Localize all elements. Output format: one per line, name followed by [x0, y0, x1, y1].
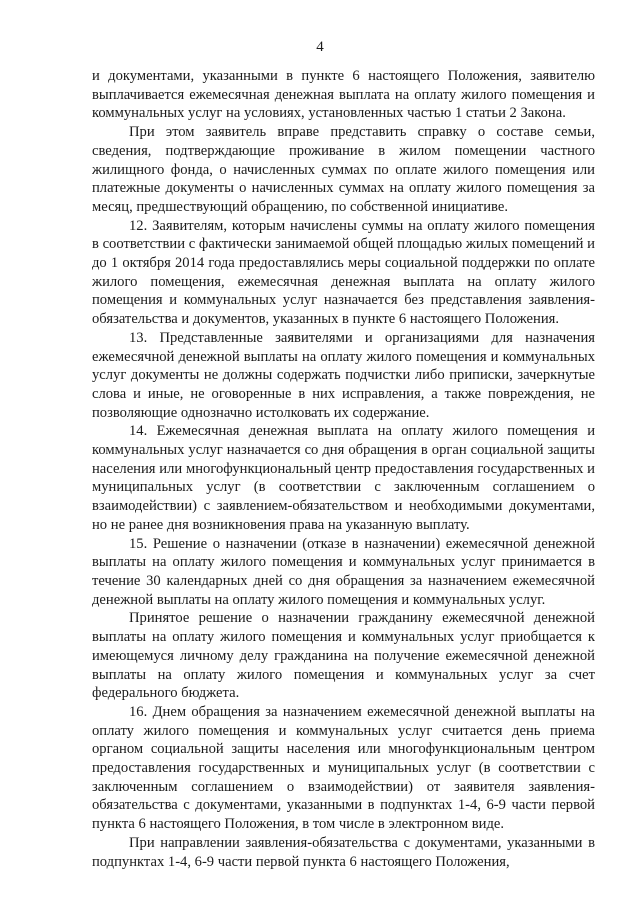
- paragraph-14: 14. Ежемесячная денежная выплата на оплату жилого помещения и коммунальных услуг назначается со дня обращения в орган социальной защиты населения или многофункциональный центр предоставления государственных и муниципальных услуг (в соответствии с заключенным соглашением о взаимодействии) с заявлением-обязательством и необходимыми документами, но не ранее дня возникновения права на указанную выплату.: [92, 423, 595, 533]
- paragraph-15: 15. Решение о назначении (отказе в назначении) ежемесячной денежной выплаты на оплату жилого помещения и коммунальных услуг принимается в течение 30 календарных дней со дня обращения за назначением ежемесячной денежной выплаты на оплату жилого помещения и коммунальных услуг.: [92, 535, 595, 608]
- paragraph-continuation: и документами, указанными в пункте 6 настоящего Положения, заявителю выплачивается ежемесячная денежная выплата на оплату жилого помещения и коммунальных услуг на условиях, установленных частью 1 статьи 2 Закона.: [92, 68, 595, 122]
- paragraph-16: 16. Днем обращения за назначением ежемесячной денежной выплаты на оплату жилого помещения и коммунальных услуг считается день приема органом социальной защиты населения или многофункциональным центром предоставления государственных и муниципальных услуг (в соответствии с заключенным соглашением о взаимодействии) от заявителя заявления-обязательства с документами, указанными в подпунктах 1-4, 6-9 части первой пункта 6 настоящего Положения, в том числе в электронном виде.: [92, 703, 595, 833]
- paragraph-decision-attached: Принятое решение о назначении гражданину ежемесячной денежной выплаты на оплату жилого помещения и коммунальных услуг приобщается к имеющемуся личному делу гражданина на получение ежемесячной денежной выплаты на оплату жилого помещения и коммунальных услуг за счет федерального бюджета.: [92, 610, 595, 702]
- paragraph-sending-application: При направлении заявления-обязательства с документами, указанными в подпунктах 1-4, 6-9 части первой пункта 6 настоящего Положения,: [92, 834, 595, 870]
- document-body: [92, 67, 595, 871]
- paragraph-applicant-right: При этом заявитель вправе представить справку о составе семьи, сведения, подтверждающие проживание в жилом помещении частного жилищного фонда, о начисленных суммах по оплате жилого помещения или платежные документы о начисленных суммах на оплату жилого помещения за месяц, предшествующий обращению, по собственной инициативе.: [92, 124, 595, 215]
- paragraph-13: 13. Представленные заявителями и организациями для назначения ежемесячной денежной выплаты на оплату жилого помещения и коммунальных услуг документы не должны содержать подчистки либо приписки, зачеркнутые слова и иные, не оговоренные в них исправления, а также повреждения, не позволяющие однозначно истолковать их содержание.: [92, 329, 595, 421]
- paragraph-12: 12. Заявителям, которым начислены суммы на оплату жилого помещения в соответствии с фактически занимаемой общей площадью жилых помещений и до 1 октября 2014 года предоставлялись меры социальной поддержки по оплате жилого помещения, ежемесячная денежная выплата на оплату жилого помещения и коммунальных услуг назначается без представления заявления-обязательства и документов, указанных в пункте 6 настоящего Положения.: [92, 217, 595, 328]
- page-number: 4: [316, 39, 324, 55]
